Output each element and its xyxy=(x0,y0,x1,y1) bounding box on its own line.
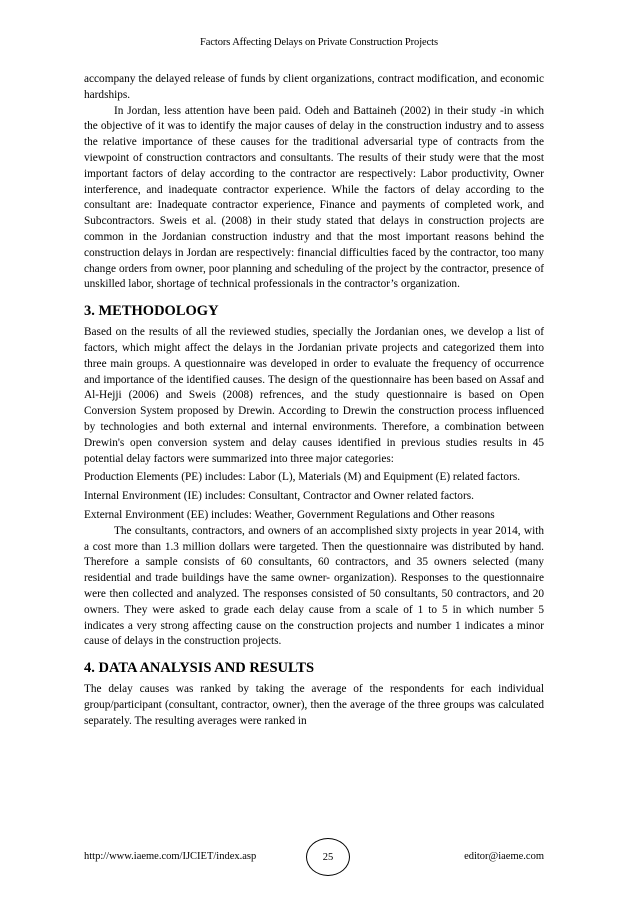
category-internal-environment: Internal Environment (IE) includes: Consultant, Contractor and Owner related factors. xyxy=(84,490,474,503)
category-external-environment: External Environment (EE) includes: Weather, Government Regulations and Other reasons xyxy=(84,508,495,521)
footer-url[interactable]: http://www.iaeme.com/IJCIET/index.asp xyxy=(84,851,257,862)
paragraph-continuation: accompany the delayed release of funds by client organizations, contract modification, and economic hardships. xyxy=(84,73,544,101)
page-number: 25 xyxy=(306,838,350,876)
footer-email[interactable]: editor@iaeme.com xyxy=(464,851,544,862)
paragraph-sample: The consultants, contractors, and owners of an accomplished sixty projects in year 2014, with a cost more than 1.3 million dollars were targeted. Then the questionnaire was distributed by hand. Therefore a sample consists of 60 consultants, 60 contractors, and 35 owners selected (many residential and trade buildings have the same owner- organization). Responses to the questionnaire were then collected and analyzed. The responses consisted of 50 consultants, 50 contractors, and 20 owners. They were asked to grade each delay cause from a scale of 1 to 5 in which number 5 indicates a very strong affecting cause on the construction projects and number 1 indicates a minor cause of delays in the construction projects. xyxy=(84,524,544,648)
category-production-elements: Production Elements (PE) includes: Labor (L), Materials (M) and Equipment (E) related factors. xyxy=(84,471,521,484)
main-content xyxy=(84,72,544,729)
section-heading-data-analysis: 4. DATA ANALYSIS AND RESULTS xyxy=(84,660,315,677)
section-heading-methodology: 3. METHODOLOGY xyxy=(84,303,219,320)
paragraph-methodology: Based on the results of all the reviewed studies, specially the Jordanian ones, we develop a list of factors, which might affect the delays in the Jordanian private projects and categorized them into three main groups. A questionnaire was developed in order to evaluate the frequency of occurrence and importance of the identified causes. The design of the questionnaire has been based on Assaf and Al-Hejji (2006) and Sweis (2008) refrences, and the study questionnaire is based on Open Conversion System proposed by Drewin. According to Drewin the construction process influenced by technologies and both external and internal environments. Therefore, a combination between Drewin's open conversion system and delay causes identified in previous studies results in 45 potential delay factors were summarized into three major categories: xyxy=(84,326,544,465)
running-header: Factors Affecting Delays on Private Construction Projects xyxy=(200,37,438,48)
paragraph-data-analysis: The delay causes was ranked by taking the average of the respondents for each individual group/participant (consultant, contractor, owner), then the average of the three groups was calculated separately. The resulting averages were ranked in xyxy=(84,683,544,727)
paragraph-jordan-studies: In Jordan, less attention have been paid. Odeh and Battaineh (2002) in their study -in which the objective of it was to identify the major causes of delay in the construction industry and to assess the relative importance of these causes for the traditional adversarial type of contracts from the viewpoint of construction contractors and consultants. The results of their study were that the most important factors of delay according to the contractor are respectively: Labor productivity, Owner interference, and inadequate contractor experience. While the factors of delay according to the consultant are: Inadequate contractor experience, Finance and payments of completed work, and Subcontractors. Sweis et al. (2008) in their study stated that delays in construction projects are common in the Jordanian construction industry and that the most important reasons behind the construction delays in Jordan are respectively: financial difficulties faced by the contractor, too many change orders from owner, poor planning and scheduling of the project by the contractor, presence of unskilled labor, shortage of technical professionals in the contractor’s organization. xyxy=(84,104,544,291)
page-footer xyxy=(84,838,544,878)
